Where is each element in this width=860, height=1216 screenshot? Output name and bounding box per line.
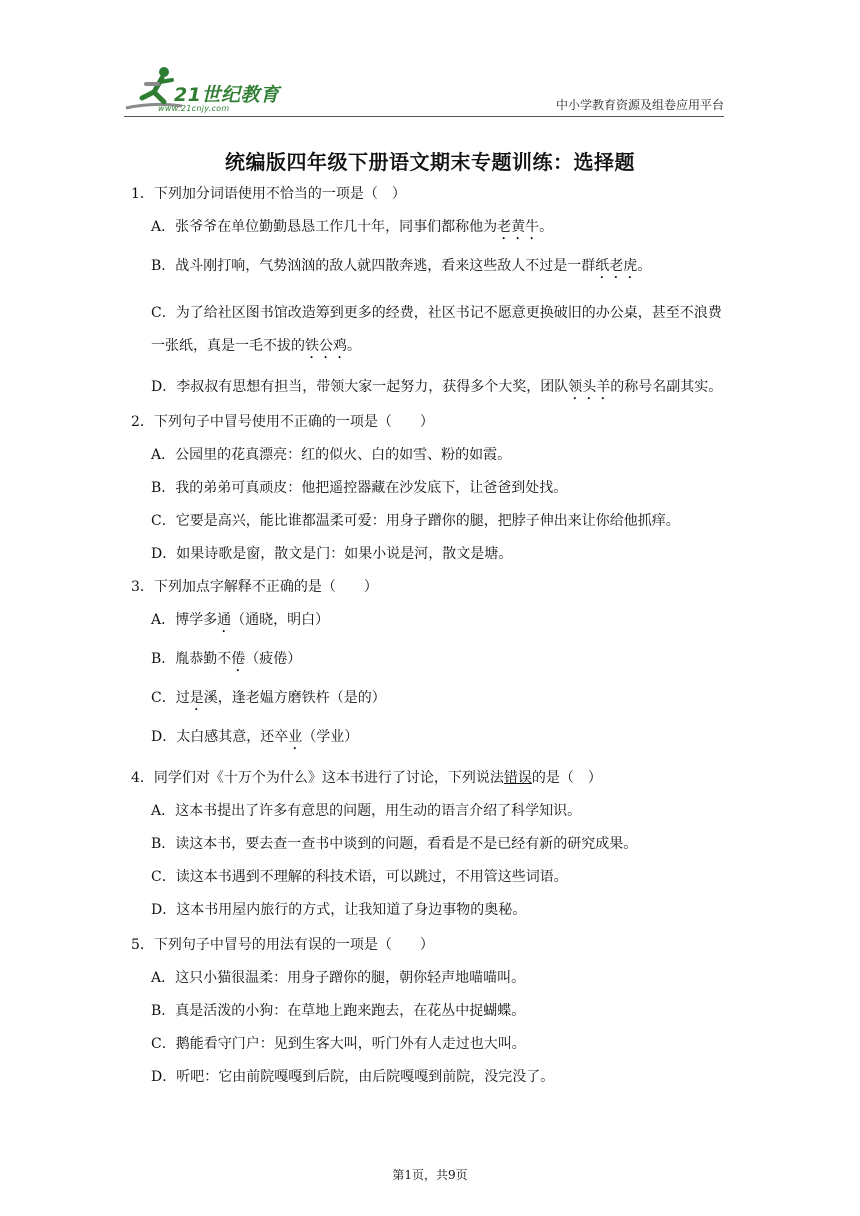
- header-divider: [124, 116, 724, 117]
- question-2-stem: 2．下列句子中冒号使用不正确的一项是（ ）: [131, 414, 434, 430]
- question-3-stem: 3．下列加点字解释不正确的是（ ）: [131, 579, 378, 595]
- question-4-option-b: B．读这本书，要去查一查书中谈到的问题，看看是不是已经有新的研究成果。: [151, 836, 638, 852]
- question-1-option-d: D．李叔叔有思想有担当，带领大家一起努力，获得多个大奖，团队领头羊的称号名副其实。: [151, 379, 723, 395]
- logo-text: 21世纪教育: [174, 84, 280, 106]
- question-1-option-c: C．为了给社区图书馆改造筹到更多的经费，社区书记不愿意更换破旧的办公桌，甚至不浪费一张纸，真是一毛不拔的铁公鸡。: [151, 305, 722, 354]
- logo: [124, 62, 304, 114]
- question-3-option-d: D．太白感其意，还卒业（学业）: [151, 729, 359, 745]
- question-1-option-b: B．战斗刚打响，气势汹汹的敌人就四散奔逃，看来这些敌人不过是一群纸老虎。: [151, 258, 652, 274]
- question-2-option-d: D．如果诗歌是窗，散文是门：如果小说是河，散文是塘。: [151, 546, 513, 562]
- question-4-option-c: C．读这本书遇到不理解的科技术语，可以跳过，不用管这些词语。: [151, 869, 568, 885]
- question-5-option-b: B．真是活泼的小狗：在草地上跑来跑去，在花丛中捉蝴蝶。: [151, 1003, 526, 1019]
- question-3-option-b: B．胤恭勤不倦（疲倦）: [151, 651, 302, 667]
- logo-url: www.21cnjy.com: [158, 104, 230, 113]
- question-3-option-c: C．过是溪，逢老媪方磨铁杵（是的）: [151, 690, 386, 706]
- question-4-option-a: A．这本书提出了许多有意思的问题，用生动的语言介绍了科学知识。: [151, 803, 582, 819]
- question-4-option-d: D．这本书用屋内旅行的方式，让我知道了身边事物的奥秘。: [151, 902, 527, 918]
- question-2-option-c: C．它要是高兴，能比谁都温柔可爱：用身子蹭你的腿，把脖子伸出来让你给他抓痒。: [151, 513, 680, 529]
- question-2-option-b: B．我的弟弟可真顽皮：他把遥控器藏在沙发底下，让爸爸到处找。: [151, 480, 568, 496]
- question-5-option-c: C．鹅能看守门户：见到生客大叫，听门外有人走过也大叫。: [151, 1036, 526, 1052]
- question-4-stem: 4．同学们对《十万个为什么》这本书进行了讨论，下列说法错误的是（ ）: [131, 770, 602, 786]
- platform-label: 中小学教育资源及组卷应用平台: [555, 98, 724, 112]
- question-1-option-a: A．张爷爷在单位勤勤恳恳工作几十年，同事们都称他为老黄牛。: [151, 219, 554, 235]
- underlined-word: 错误: [503, 770, 532, 786]
- page-footer: 第1页，共9页: [392, 1168, 468, 1182]
- question-3-option-a: A．博学多通（通晓，明白）: [151, 612, 330, 628]
- question-5-option-a: A．这只小猫很温柔：用身子蹭你的腿，朝你轻声地喵喵叫。: [151, 970, 526, 986]
- question-5-option-d: D．听吧：它由前院嘎嘎到后院，由后院嘎嘎到前院，没完没了。: [151, 1069, 555, 1085]
- page-header: [124, 62, 724, 118]
- question-5-stem: 5．下列句子中冒号的用法有误的一项是（ ）: [131, 937, 434, 953]
- question-list: [131, 184, 731, 1087]
- document-title: 统编版四年级下册语文期末专题训练：选择题: [225, 150, 635, 174]
- question-2-option-a: A．公园里的花真漂亮：红的似火、白的如雪、粉的如霞。: [151, 447, 512, 463]
- question-1-stem: 1．下列加分词语使用不恰当的一项是（ ）: [131, 186, 406, 202]
